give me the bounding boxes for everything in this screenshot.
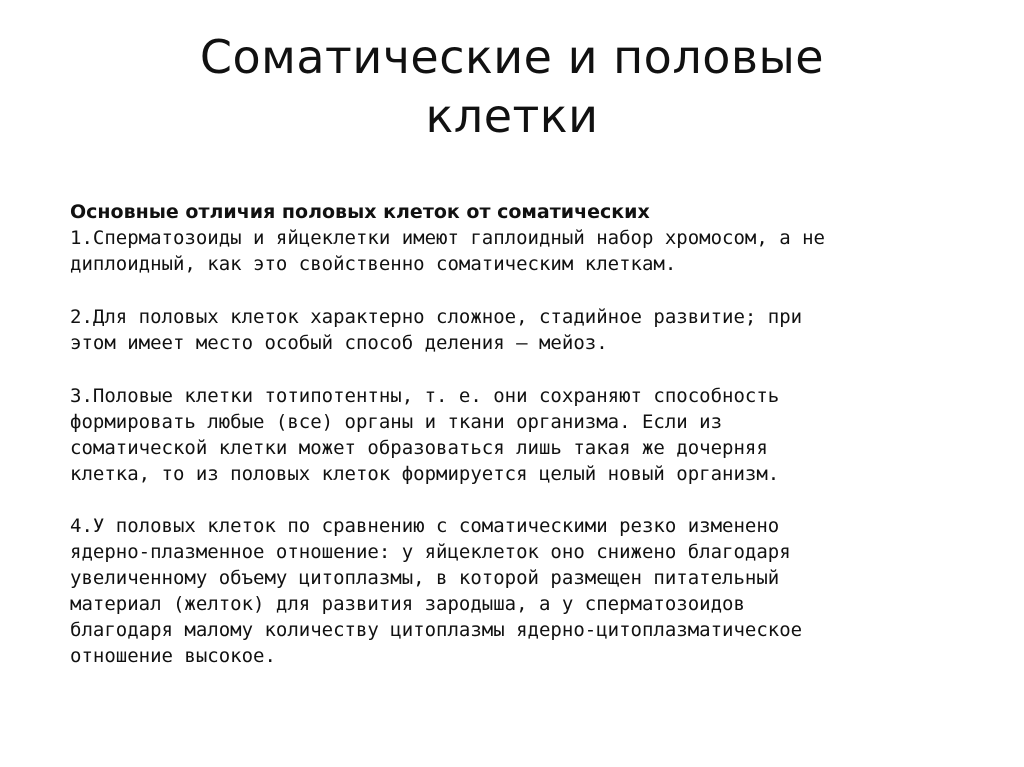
section-heading: Основные отличия половых клеток от соматических <box>70 201 650 223</box>
point-4-line-4: материал (желток) для развития зародыша, а у сперматозоидов <box>70 593 745 615</box>
point-4-line-5: благодаря малому количеству цитоплазмы ядерно-цитоплазматическое <box>70 619 803 641</box>
point-3-line-4: клетка, то из половых клеток формируется целый новый организм. <box>70 463 780 485</box>
point-4-line-6: отношение высокое. <box>70 645 276 667</box>
slide-body <box>70 199 970 669</box>
point-3-line-1: 3.Половые клетки тотипотентны, т. е. они сохраняют способность <box>70 385 780 407</box>
point-4-line-2: ядерно-плазменное отношение: у яйцеклеток оно снижено благодаря <box>70 541 791 563</box>
point-1-line-2: диплоидный, как это свойственно соматическим клеткам. <box>70 253 677 275</box>
point-3 <box>70 383 970 487</box>
point-1-line-1: 1.Сперматозоиды и яйцеклетки имеют гаплоидный набор хромосом, а не <box>70 227 825 249</box>
point-2-line-1: 2.Для половых клеток характерно сложное, стадийное развитие; при <box>70 306 803 328</box>
point-2-line-2: этом имеет место особый способ деления – мейоз. <box>70 332 608 354</box>
point-1 <box>70 225 970 277</box>
point-3-line-3: соматической клетки может образоваться лишь такая же дочерняя <box>70 437 768 459</box>
slide-title-line-2: клетки <box>425 89 599 143</box>
slide-title-line-1: Соматические и половые <box>199 30 825 84</box>
point-2 <box>70 304 970 356</box>
point-4-line-1: 4.У половых клеток по сравнению с соматическими резко изменено <box>70 515 780 537</box>
slide-title <box>0 28 1024 146</box>
point-3-line-2: формировать любые (все) органы и ткани организма. Если из <box>70 411 723 433</box>
point-4-line-3: увеличенному объему цитоплазмы, в которой размещен питательный <box>70 567 780 589</box>
point-4 <box>70 513 970 669</box>
